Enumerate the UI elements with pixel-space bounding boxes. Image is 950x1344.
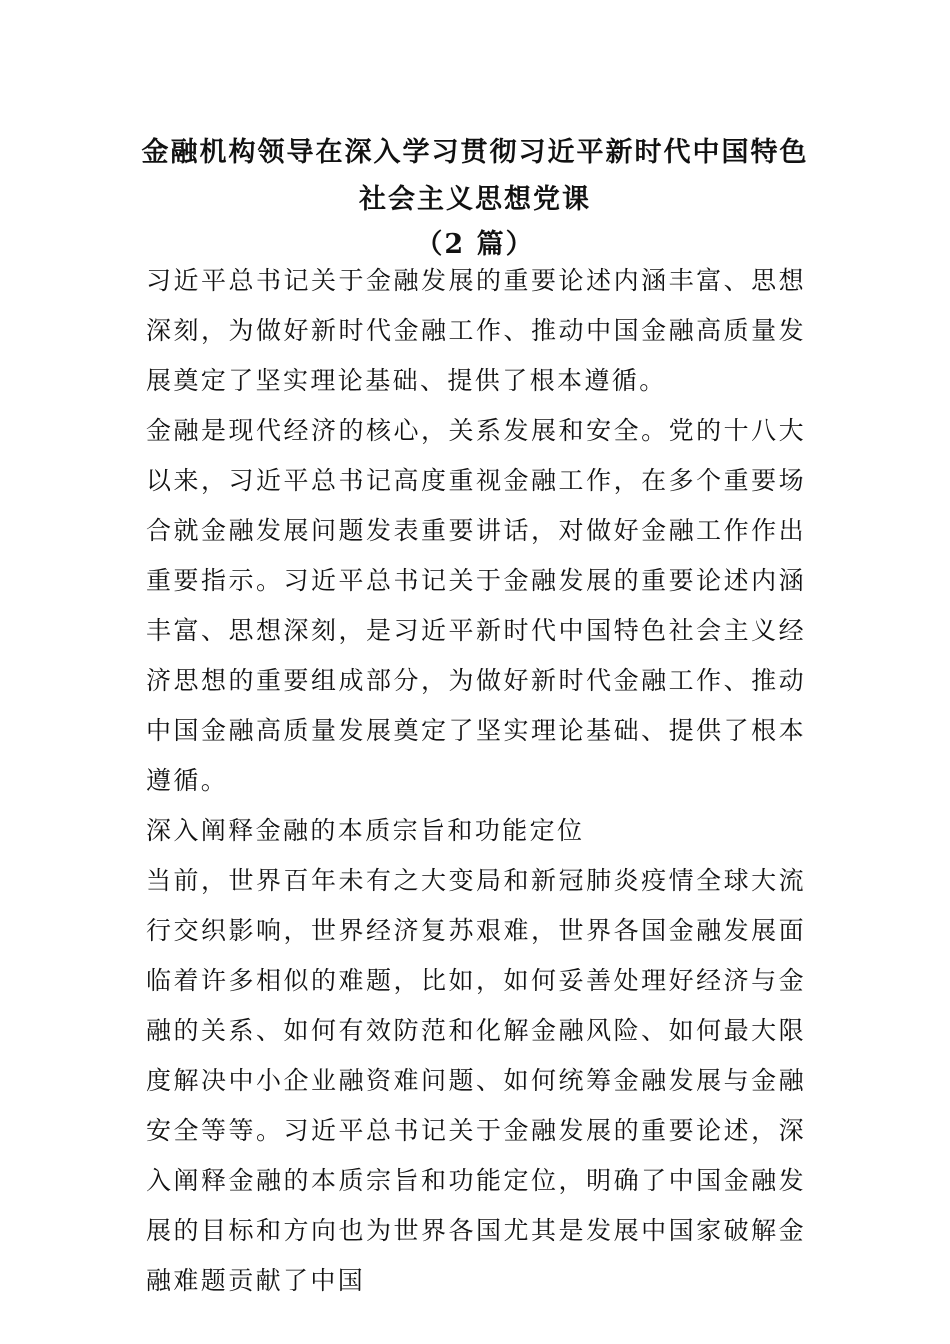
document-title-count: （2 篇）	[415, 229, 535, 260]
paragraph-finance-core: 金融是现代经济的核心，关系发展和安全。党的十八大以来，习近平总书记高度重视金融工作，在多个重要场合就金融发展问题发表重要讲话，对做好金融工作作出重要指示。习近平总书记关于金融发展的重要论述内涵丰富、思想深刻，是习近平新时代中国特色社会主义经济思想的重要组成部分，为做好新时代金融工作、推动中国金融高质量发展奠定了坚实理论基础、提供了根本遵循。	[146, 416, 806, 795]
paragraph-current-situation: 当前，世界百年未有之大变局和新冠肺炎疫情全球大流行交织影响，世界经济复苏艰难，世界各国金融发展面临着许多相似的难题，比如，如何妥善处理好经济与金融的关系、如何有效防范和化解金融风险、如何最大限度解决中小企业融资难问题、如何统筹金融发展与金融安全等等。习近平总书记关于金融发展的重要论述，深入阐释金融的本质宗旨和功能定位，明确了中国金融发展的目标和方向也为世界各国尤其是发展中国家破解金融难题贡献了中国	[146, 866, 806, 1295]
document-title-line-2: 社会主义思想党课	[359, 184, 591, 215]
paragraph-intro: 习近平总书记关于金融发展的重要论述内涵丰富、思想深刻，为做好新时代金融工作、推动中国金融高质量发展奠定了坚实理论基础、提供了根本遵循。	[146, 266, 806, 395]
section-heading: 深入阐释金融的本质宗旨和功能定位	[146, 816, 585, 845]
document-body	[146, 256, 806, 1306]
document-title-line-1: 金融机构领导在深入学习贯彻习近平新时代中国特色	[141, 137, 809, 168]
